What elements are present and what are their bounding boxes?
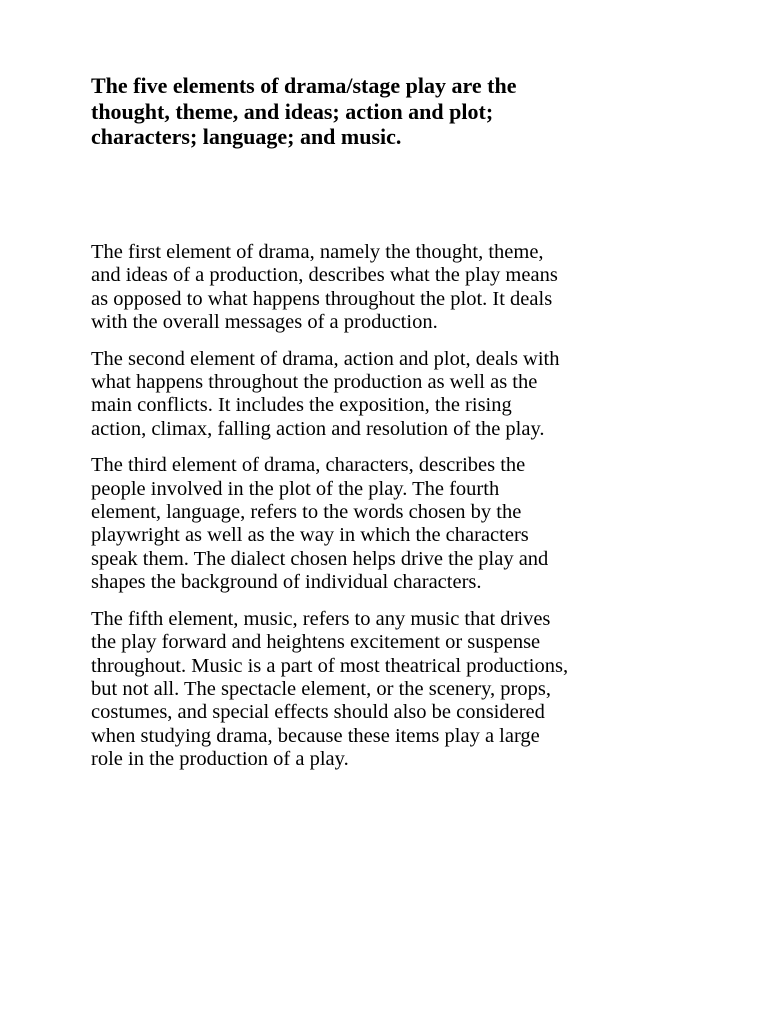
paragraph-line: The second element of drama, action and plot, deals with (91, 347, 560, 370)
paragraph-line: when studying drama, because these items play a large (91, 724, 540, 747)
document-body (91, 241, 691, 785)
document-heading (91, 73, 671, 150)
paragraph-fifth-element (91, 608, 691, 772)
paragraph-line: costumes, and special effects should also be considered (91, 701, 545, 724)
paragraph-line: as opposed to what happens throughout the plot. It deals (91, 287, 553, 310)
paragraph-line: element, language, refers to the words chosen by the (91, 501, 522, 524)
paragraph-line: the play forward and heightens excitement or suspense (91, 631, 541, 654)
paragraph-line: action, climax, falling action and resolution of the play. (91, 417, 545, 440)
paragraph-line: main conflicts. It includes the exposition, the rising (91, 394, 512, 417)
heading-line: thought, theme, and ideas; action and plot; (91, 98, 494, 124)
paragraph-line: The fifth element, music, refers to any music that drives (91, 607, 551, 630)
paragraph-second-element (91, 348, 691, 442)
paragraph-line: role in the production of a play. (91, 748, 349, 771)
heading-line: The five elements of drama/stage play are the (91, 73, 517, 98)
paragraph-line: what happens throughout the production as well as the (91, 371, 538, 394)
paragraph-third-element (91, 454, 691, 594)
heading-line: characters; language; and music. (91, 124, 402, 149)
paragraph-line: people involved in the plot of the play. The fourth (91, 477, 500, 500)
paragraph-first-element (91, 241, 691, 335)
paragraph-line: shapes the background of individual characters. (91, 571, 482, 594)
paragraph-line: but not all. The spectacle element, or the scenery, props, (91, 677, 551, 700)
paragraph-line: The first element of drama, namely the thought, theme, (91, 241, 544, 263)
paragraph-line: throughout. Music is a part of most theatrical productions, (91, 654, 569, 677)
paragraph-line: The third element of drama, characters, describes the (91, 454, 526, 477)
paragraph-line: speak them. The dialect chosen helps drive the play and (91, 547, 549, 570)
paragraph-line: and ideas of a production, describes what the play means (91, 264, 558, 287)
paragraph-line: playwright as well as the way in which the characters (91, 524, 529, 547)
paragraph-line: with the overall messages of a production. (91, 311, 438, 334)
